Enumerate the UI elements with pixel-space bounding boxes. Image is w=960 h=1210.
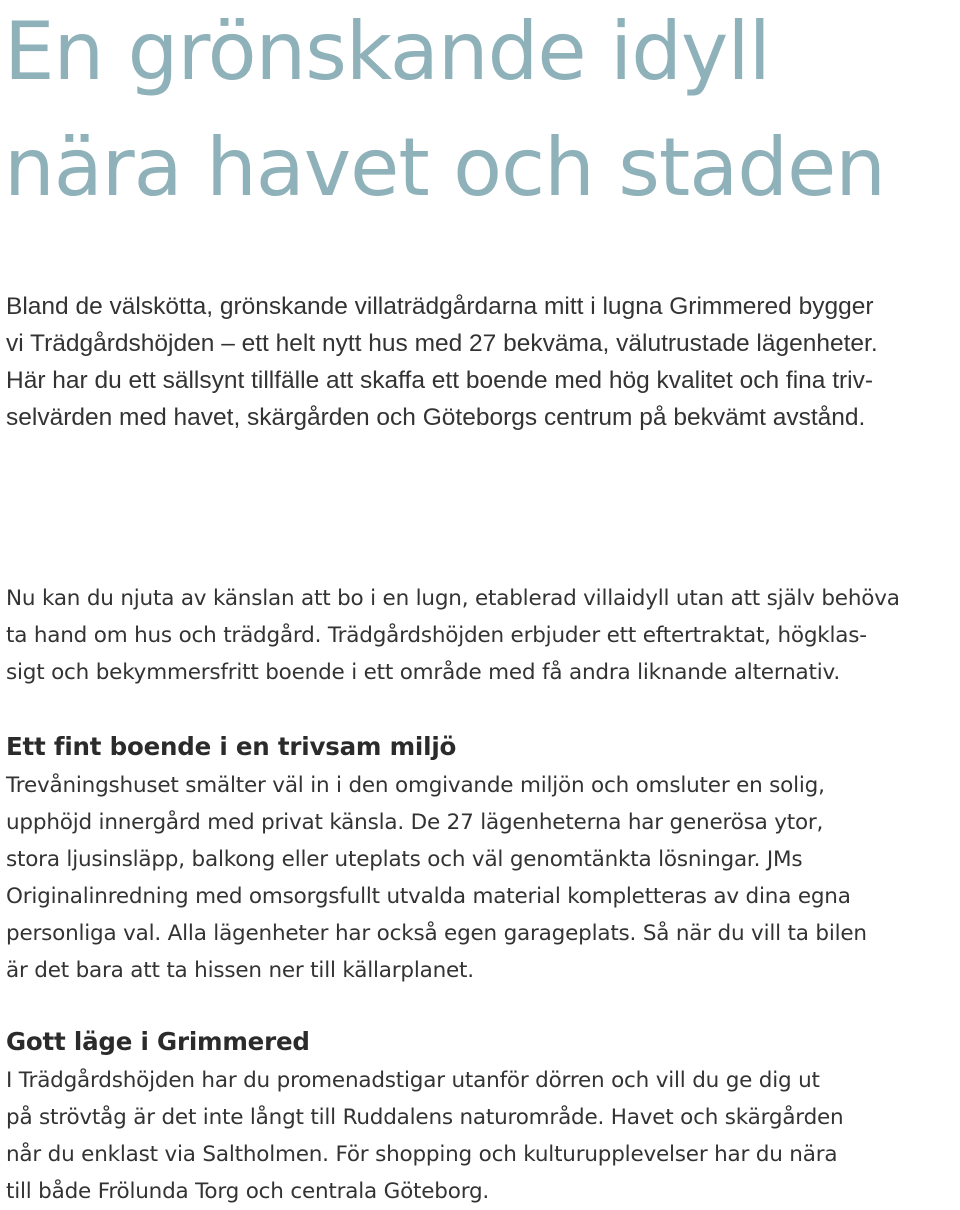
paragraph-line: Originalinredning med omsorgsfullt utvalda material kompletteras av dina egna [6, 884, 851, 909]
section-paragraph-location [6, 1062, 956, 1210]
paragraph-line: I Trädgårdshöjden har du promenadstigar utanför dörren och vill du ge dig ut [6, 1068, 820, 1093]
intro-line: selvärden med havet, skärgården och Göteborgs centrum på bekvämt avstånd. [6, 404, 866, 431]
paragraph-line: når du enklast via Saltholmen. För shopping och kulturupplevelser har du nära [6, 1142, 838, 1167]
paragraph-line: ta hand om hus och trädgård. Trädgårdshöjden erbjuder ett eftertraktat, högklas- [6, 623, 867, 648]
page-title-line-2: nära havet och staden [4, 121, 885, 214]
intro-line: vi Trädgårdshöjden – ett helt nytt hus med 27 bekväma, välutrustade lägenheter. [6, 330, 878, 357]
intro-paragraph [6, 288, 956, 436]
paragraph-line: är det bara att ta hissen ner till källarplanet. [6, 958, 474, 983]
paragraph-line: till både Frölunda Torg och centrala Göteborg. [6, 1179, 490, 1204]
paragraph-line: sigt och bekymmersfritt boende i ett område med få andra liknande alternativ. [6, 660, 840, 685]
paragraph-line: personliga val. Alla lägenheter har också egen garageplats. Så när du vill ta bilen [6, 921, 867, 946]
paragraph-line: Trevåningshuset smälter väl in i den omgivande miljön och omsluter en solig, [6, 773, 825, 798]
section-heading-environment: Ett fint boende i en trivsam miljö [6, 732, 457, 761]
page-title-line-1: En grönskande idyll [4, 5, 770, 98]
paragraph-line: på strövtåg är det inte långt till Ruddalens naturområde. Havet och skärgården [6, 1105, 844, 1130]
section-heading-location: Gott läge i Grimmered [6, 1027, 310, 1056]
paragraph-line: upphöjd innergård med privat känsla. De 27 lägenheterna har generösa ytor, [6, 810, 824, 835]
section-paragraph-environment [6, 767, 956, 989]
intro-line: Bland de välskötta, grönskande villaträdgårdarna mitt i lugna Grimmered bygger [6, 293, 874, 320]
intro-line: Här har du ett sällsynt tillfälle att skaffa ett boende med hög kvalitet och fina triv- [6, 367, 874, 394]
page-title [4, 0, 960, 226]
paragraph-line: Nu kan du njuta av känslan att bo i en lugn, etablerad villaidyll utan att själv behöva [6, 586, 900, 611]
paragraph-line: stora ljusinsläpp, balkong eller uteplats och väl genomtänkta lösningar. JMs [6, 847, 803, 872]
body-paragraph-1 [6, 580, 956, 691]
